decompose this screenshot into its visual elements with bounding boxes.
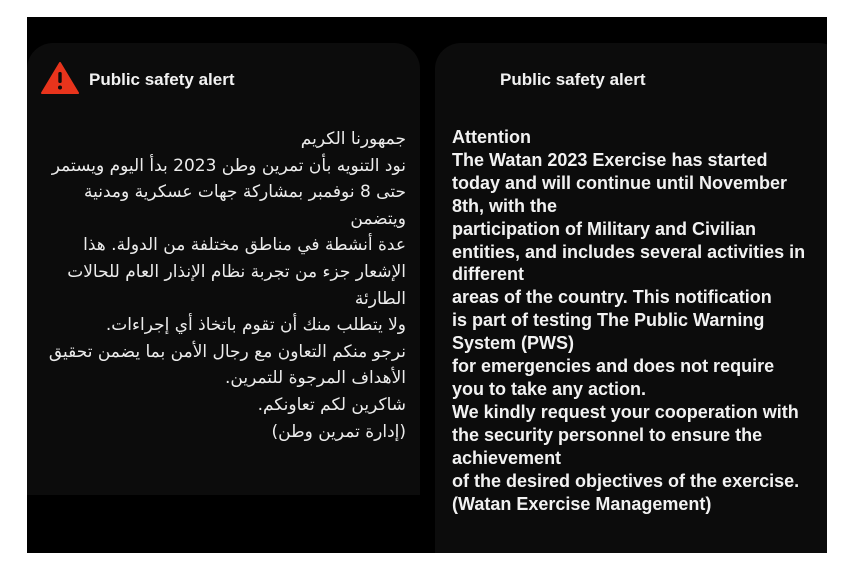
message-line: الإشعار جزء من تجربة نظام الإنذار العام للحالات xyxy=(67,261,406,282)
message-line: ويتضمن xyxy=(350,208,406,229)
message-line: different xyxy=(452,264,524,285)
message-line: 8th, with the xyxy=(452,195,557,216)
message-line: entities, and includes several activities in xyxy=(452,241,806,262)
message-line: عدة أنشطة في مناطق مختلفة من الدولة. هذا xyxy=(83,235,406,256)
message-line: ولا يتطلب منك أن تقوم باتخاذ أي إجراءات. xyxy=(105,315,406,336)
message-line: System (PWS) xyxy=(452,333,575,354)
message-line: the security personnel to ensure the xyxy=(452,424,763,445)
english-alert-card[interactable] xyxy=(435,43,827,553)
message-line: We kindly request your cooperation with xyxy=(452,401,799,422)
message-line: areas of the country. This notification xyxy=(452,287,772,308)
message-line: نرجو منكم التعاون مع رجال الأمن بما يضمن تحقيق xyxy=(48,341,406,362)
message-line: حتى 8 نوفمبر بمشاركة جهات عسكرية ومدنية xyxy=(83,182,406,203)
warning-triangle-icon xyxy=(41,61,79,95)
message-line: الأهداف المرجوة للتمرين. xyxy=(225,368,406,389)
message-line: is part of testing The Public Warning xyxy=(452,310,765,331)
message-line: participation of Military and Civilian xyxy=(452,218,757,239)
message-line: for emergencies and does not require xyxy=(452,356,775,377)
message-line: جمهورنا الكريم xyxy=(300,129,406,149)
message-line: (Watan Exercise Management) xyxy=(452,493,712,514)
message-line: of the desired objectives of the exercise. xyxy=(452,470,800,491)
message-line: شاكرين لكم تعاونكم. xyxy=(257,394,406,415)
alert-message-arabic xyxy=(31,126,406,445)
message-line: achievement xyxy=(452,447,562,468)
message-line: نود التنويه بأن تمرين وطن 2023 بدأ اليوم ويستمر xyxy=(51,155,406,176)
message-line: Attention xyxy=(452,127,531,147)
alert-title: Public safety alert xyxy=(89,70,235,89)
alert-title: Public safety alert xyxy=(500,70,646,89)
message-line: الطارئة xyxy=(354,288,406,309)
message-line: (إدارة تمرين وطن) xyxy=(271,421,406,442)
screenshot-area xyxy=(27,17,827,553)
message-line: The Watan 2023 Exercise has started xyxy=(452,149,768,170)
message-line: today and will continue until November xyxy=(452,172,788,193)
message-line: you to take any action. xyxy=(452,378,647,399)
alert-message-english xyxy=(452,126,827,515)
arabic-alert-card[interactable] xyxy=(27,43,420,495)
